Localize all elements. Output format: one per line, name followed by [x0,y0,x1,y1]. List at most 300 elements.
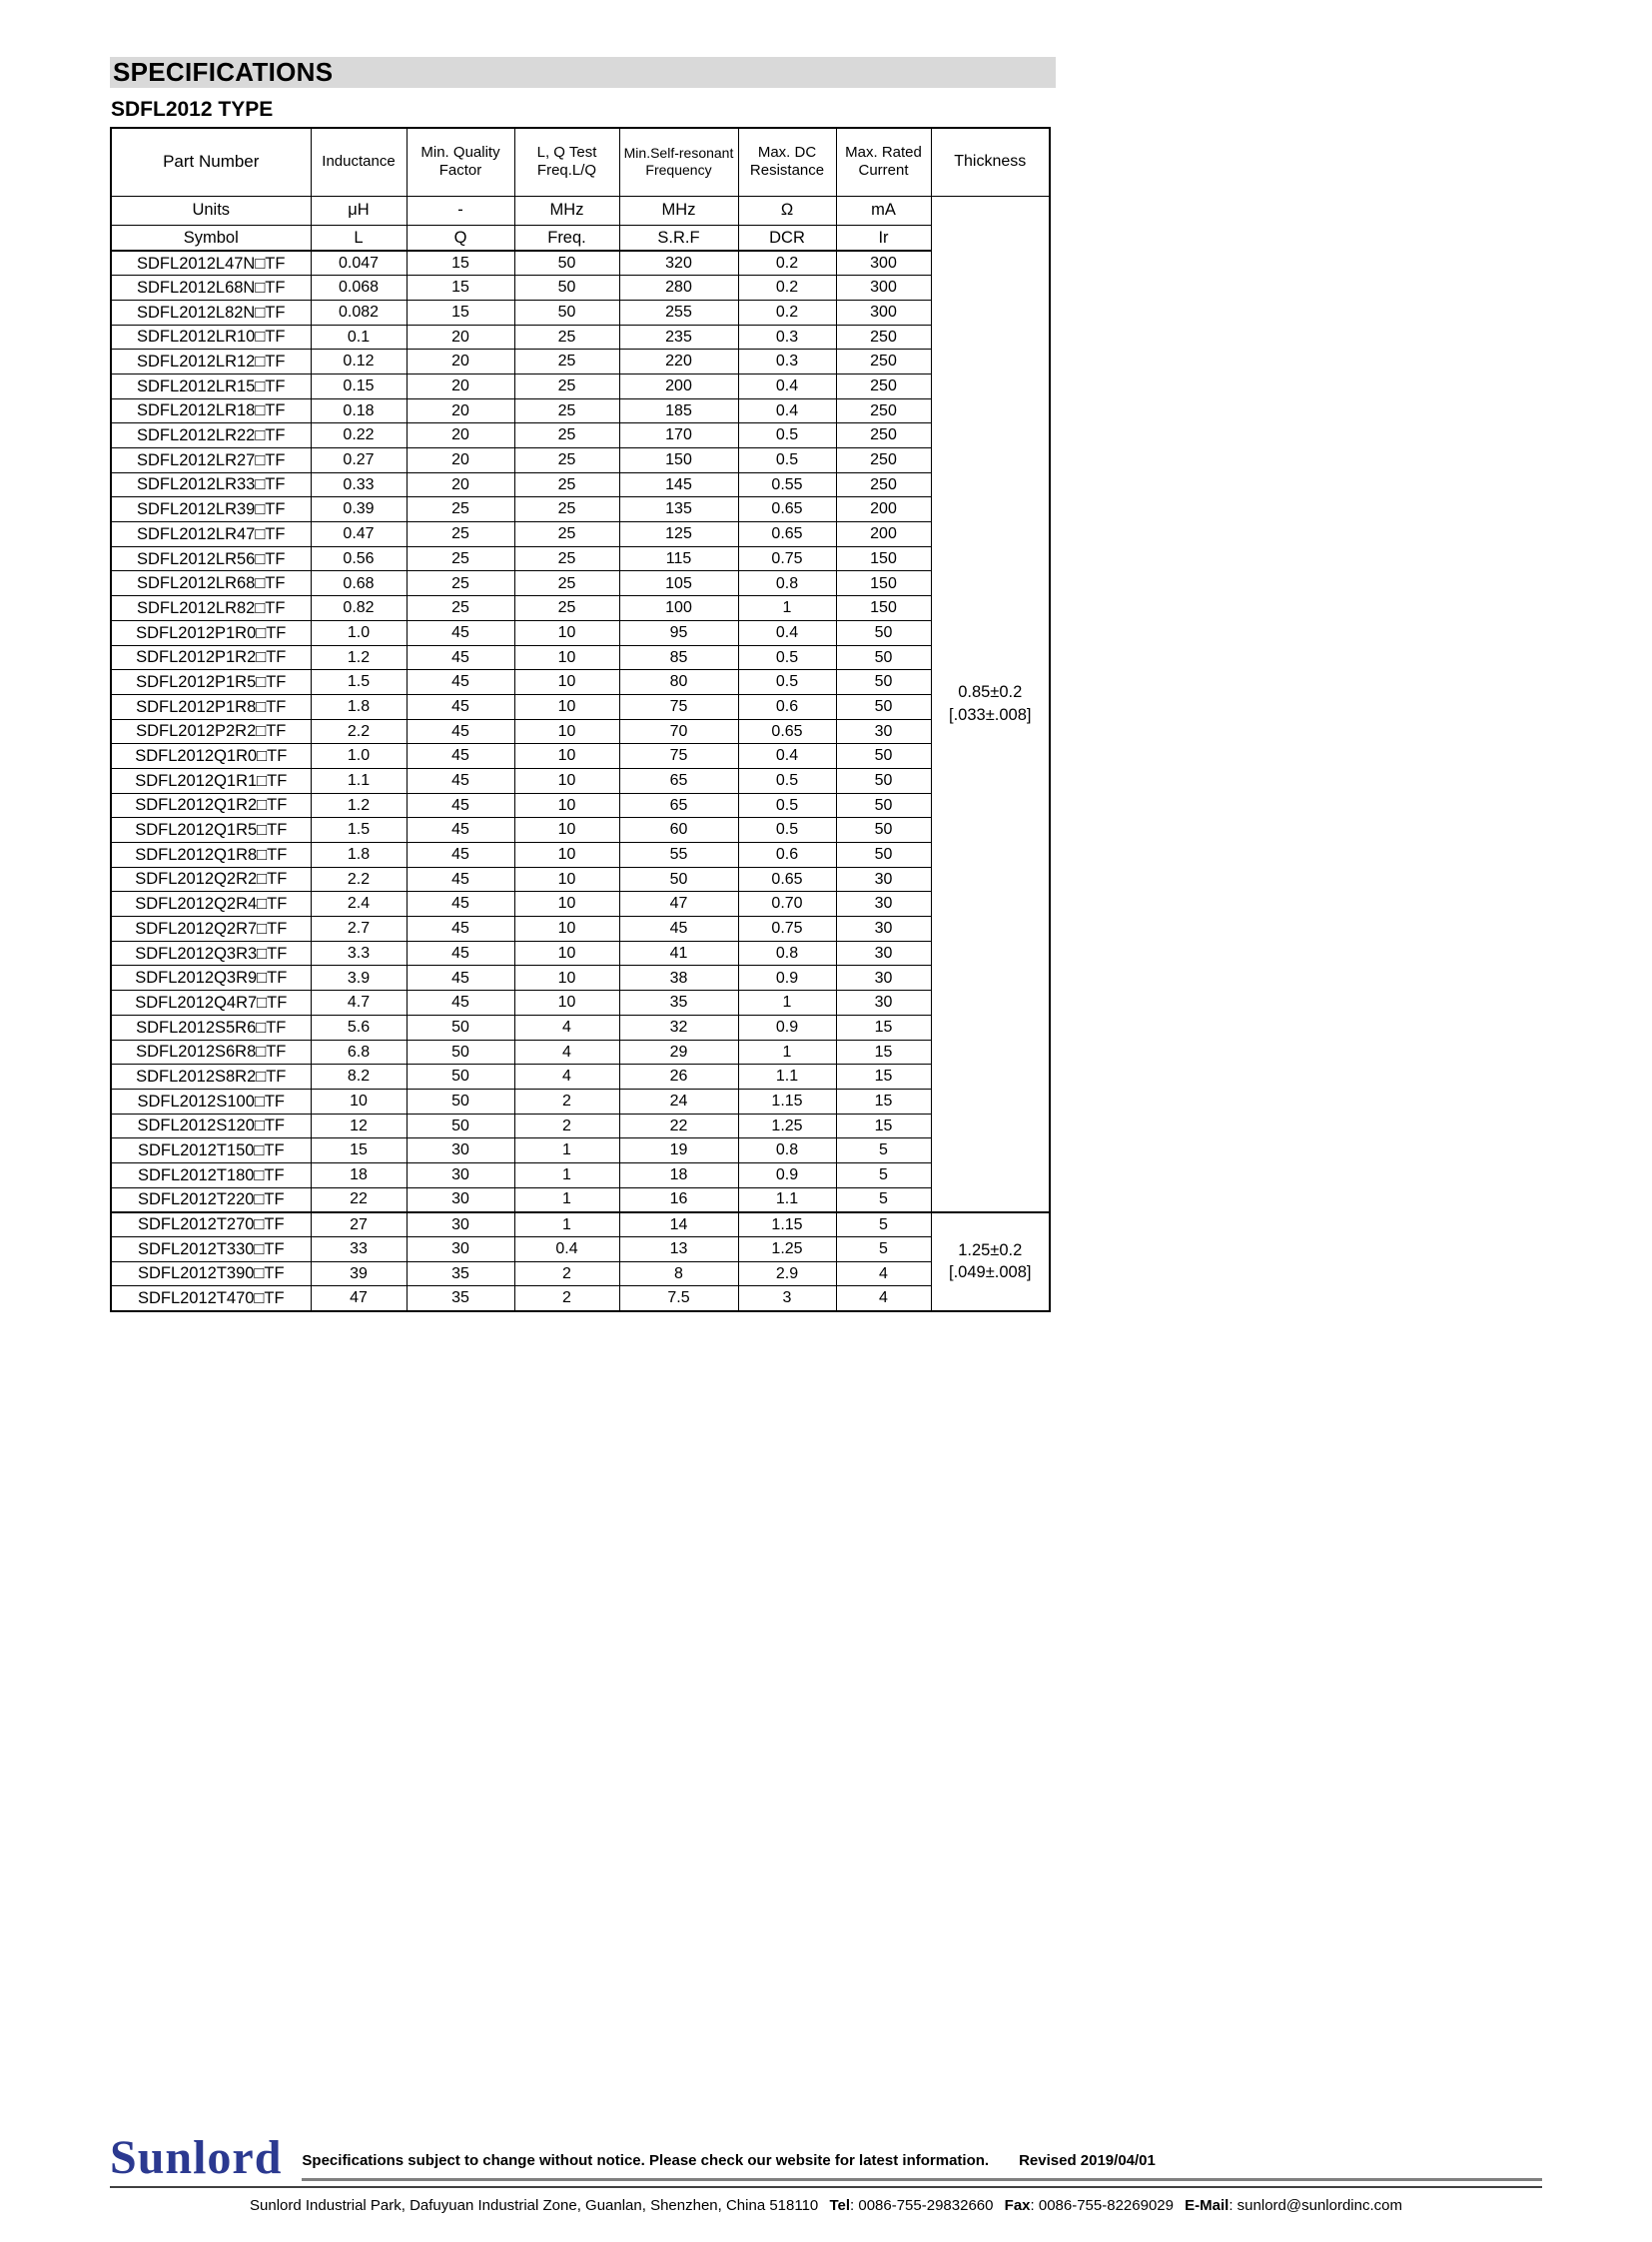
value-cell: 20 [407,350,514,374]
value-cell: 145 [619,472,738,497]
value-cell: 45 [407,670,514,695]
part-number-cell: SDFL2012LR27□TF [111,448,311,473]
value-cell: 10 [514,793,619,818]
value-cell: 250 [836,374,931,398]
value-cell: 2.7 [311,917,407,942]
value-cell: 0.047 [311,251,407,276]
value-cell: 45 [407,793,514,818]
value-cell: 1 [738,1040,836,1065]
value-cell: 0.9 [738,966,836,991]
value-cell: 115 [619,546,738,571]
value-cell: 30 [836,941,931,966]
part-number-cell: SDFL2012Q2R2□TF [111,867,311,892]
value-cell: 1.2 [311,645,407,670]
value-cell: 1 [738,991,836,1016]
value-cell: 4.7 [311,991,407,1016]
value-cell: 2.2 [311,867,407,892]
value-cell: 0.12 [311,350,407,374]
value-cell: 2.2 [311,719,407,744]
spec-row [111,818,1050,843]
value-cell: 50 [619,867,738,892]
value-cell: 10 [514,818,619,843]
value-cell: 50 [407,1015,514,1040]
part-number-cell: SDFL2012S8R2□TF [111,1065,311,1090]
value-cell: 200 [619,374,738,398]
column-header-rated-current: Max. Rated Current [836,128,931,196]
value-cell: 0.4 [738,374,836,398]
spec-row [111,991,1050,1016]
value-cell: 50 [407,1065,514,1090]
spec-row [111,892,1050,917]
value-cell: 30 [407,1237,514,1262]
spec-row [111,398,1050,423]
value-cell: 50 [836,670,931,695]
spec-row [111,744,1050,769]
value-cell: 47 [311,1286,407,1311]
spec-row [111,793,1050,818]
value-cell: 60 [619,818,738,843]
value-cell: 10 [514,843,619,868]
part-number-cell: SDFL2012Q1R8□TF [111,843,311,868]
value-cell: 45 [407,694,514,719]
value-cell: 30 [836,867,931,892]
footer-top-row [110,2131,1542,2184]
value-cell: 0.5 [738,645,836,670]
thickness-value: 0.85±0.2 [.033±.008] [931,196,1050,1212]
spec-row [111,670,1050,695]
value-cell: 10 [514,917,619,942]
value-cell: 8 [619,1261,738,1286]
value-cell: 25 [407,571,514,596]
value-cell: 1.8 [311,694,407,719]
value-cell: 2.9 [738,1261,836,1286]
spec-table [110,127,1051,1312]
value-cell: 1.15 [738,1089,836,1114]
value-cell: 0.2 [738,251,836,276]
value-cell: 250 [836,423,931,448]
value-cell: 14 [619,1212,738,1237]
value-cell: 25 [514,398,619,423]
part-number-cell: SDFL2012P1R2□TF [111,645,311,670]
spec-row [111,843,1050,868]
value-cell: 25 [514,571,619,596]
part-number-cell: SDFL2012T330□TF [111,1237,311,1262]
table-header-row [111,128,1050,196]
value-cell: 15 [407,300,514,325]
value-cell: 2 [514,1089,619,1114]
value-cell: 0.55 [738,472,836,497]
spec-row [111,276,1050,301]
spec-row [111,1187,1050,1212]
value-cell: 25 [407,596,514,621]
value-cell: 3.3 [311,941,407,966]
value-cell: 1 [514,1138,619,1163]
column-header-test-freq: L, Q Test Freq.L/Q [514,128,619,196]
units-cell: Ω [738,196,836,225]
value-cell: 1 [738,596,836,621]
symbol-cell: L [311,225,407,251]
value-cell: 20 [407,423,514,448]
value-cell: 0.068 [311,276,407,301]
symbol-row [111,225,1050,251]
value-cell: 5 [836,1212,931,1237]
value-cell: 30 [836,966,931,991]
value-cell: 235 [619,325,738,350]
value-cell: 1.5 [311,670,407,695]
value-cell: 150 [619,448,738,473]
value-cell: 0.4 [738,744,836,769]
value-cell: 32 [619,1015,738,1040]
spec-row [111,1261,1050,1286]
value-cell: 0.65 [738,867,836,892]
part-number-cell: SDFL2012S100□TF [111,1089,311,1114]
spec-row [111,546,1050,571]
spec-row [111,768,1050,793]
value-cell: 45 [407,966,514,991]
part-number-cell: SDFL2012LR56□TF [111,546,311,571]
value-cell: 0.8 [738,571,836,596]
value-cell: 3.9 [311,966,407,991]
value-cell: 45 [407,867,514,892]
value-cell: 10 [514,719,619,744]
sunlord-logo: Sunlord [110,2131,283,2184]
value-cell: 200 [836,522,931,547]
value-cell: 0.22 [311,423,407,448]
value-cell: 75 [619,694,738,719]
spec-row [111,620,1050,645]
value-cell: 4 [836,1261,931,1286]
value-cell: 25 [514,423,619,448]
value-cell: 250 [836,350,931,374]
part-number-cell: SDFL2012LR82□TF [111,596,311,621]
value-cell: 10 [311,1089,407,1114]
value-cell: 0.5 [738,670,836,695]
spec-row [111,350,1050,374]
section-title-bar [110,57,1056,88]
email-label: E-Mail [1185,2196,1230,2214]
value-cell: 80 [619,670,738,695]
value-cell: 50 [407,1040,514,1065]
value-cell: 0.47 [311,522,407,547]
series-subtitle: SDFL2012 TYPE [111,98,274,121]
value-cell: 0.6 [738,694,836,719]
value-cell: 0.5 [738,423,836,448]
value-cell: 18 [311,1162,407,1187]
value-cell: 5 [836,1162,931,1187]
value-cell: 25 [514,350,619,374]
change-notice: Specifications subject to change without notice. Please check our website for latest information. [302,2151,990,2169]
value-cell: 25 [514,497,619,522]
value-cell: 15 [836,1015,931,1040]
value-cell: 150 [836,596,931,621]
value-cell: 220 [619,350,738,374]
spec-row [111,374,1050,398]
value-cell: 45 [407,744,514,769]
part-number-cell: SDFL2012LR68□TF [111,571,311,596]
part-number-cell: SDFL2012Q3R3□TF [111,941,311,966]
value-cell: 30 [407,1187,514,1212]
value-cell: 0.18 [311,398,407,423]
thickness-value: 1.25±0.2 [.049±.008] [931,1212,1050,1311]
spec-row [111,497,1050,522]
part-number-cell: SDFL2012Q1R5□TF [111,818,311,843]
value-cell: 10 [514,768,619,793]
value-cell: 0.70 [738,892,836,917]
value-cell: 30 [407,1138,514,1163]
value-cell: 1.1 [738,1065,836,1090]
value-cell: 45 [407,917,514,942]
value-cell: 20 [407,325,514,350]
spec-row [111,1114,1050,1138]
value-cell: 30 [836,892,931,917]
part-number-cell: SDFL2012L68N□TF [111,276,311,301]
value-cell: 70 [619,719,738,744]
value-cell: 25 [514,325,619,350]
spec-row [111,1237,1050,1262]
value-cell: 0.5 [738,793,836,818]
value-cell: 50 [514,251,619,276]
part-number-cell: SDFL2012Q2R7□TF [111,917,311,942]
column-header-srf: Min.Self-resonant Frequency [619,128,738,196]
value-cell: 50 [514,300,619,325]
value-cell: 7.5 [619,1286,738,1311]
value-cell: 10 [514,966,619,991]
value-cell: 1.8 [311,843,407,868]
value-cell: 1.2 [311,793,407,818]
symbol-cell: Freq. [514,225,619,251]
value-cell: 10 [514,645,619,670]
spec-row [111,522,1050,547]
symbol-cell: Q [407,225,514,251]
spec-row [111,694,1050,719]
value-cell: 10 [514,867,619,892]
value-cell: 10 [514,694,619,719]
value-cell: 250 [836,398,931,423]
part-number-cell: SDFL2012T220□TF [111,1187,311,1212]
value-cell: 125 [619,522,738,547]
company-address: Sunlord Industrial Park, Dafuyuan Industrial Zone, Guanlan, Shenzhen, China 518110 [250,2196,819,2214]
symbol-cell: S.R.F [619,225,738,251]
value-cell: 320 [619,251,738,276]
value-cell: 26 [619,1065,738,1090]
part-number-cell: SDFL2012T390□TF [111,1261,311,1286]
value-cell: 50 [836,645,931,670]
spec-row [111,596,1050,621]
value-cell: 185 [619,398,738,423]
value-cell: 105 [619,571,738,596]
part-number-cell: SDFL2012LR47□TF [111,522,311,547]
value-cell: 0.2 [738,276,836,301]
spec-row [111,719,1050,744]
value-cell: 250 [836,325,931,350]
fax-label: Fax [1004,2196,1031,2214]
part-number-cell: SDFL2012L82N□TF [111,300,311,325]
value-cell: 85 [619,645,738,670]
part-number-cell: SDFL2012T180□TF [111,1162,311,1187]
symbol-cell: Ir [836,225,931,251]
value-cell: 45 [407,645,514,670]
spec-row [111,472,1050,497]
value-cell: 20 [407,448,514,473]
email-address: : sunlord@sunlordinc.com [1229,2196,1402,2214]
value-cell: 0.82 [311,596,407,621]
spec-row [111,251,1050,276]
value-cell: 135 [619,497,738,522]
value-cell: 300 [836,300,931,325]
value-cell: 250 [836,448,931,473]
value-cell: 0.3 [738,325,836,350]
value-cell: 0.3 [738,350,836,374]
value-cell: 50 [836,694,931,719]
value-cell: 27 [311,1212,407,1237]
value-cell: 0.4 [738,398,836,423]
value-cell: 16 [619,1187,738,1212]
value-cell: 5 [836,1138,931,1163]
value-cell: 0.56 [311,546,407,571]
spec-row [111,1015,1050,1040]
value-cell: 15 [836,1089,931,1114]
value-cell: 1.0 [311,744,407,769]
value-cell: 50 [514,276,619,301]
value-cell: 50 [836,818,931,843]
value-cell: 5.6 [311,1015,407,1040]
value-cell: 45 [619,917,738,942]
footer [110,2131,1542,2214]
value-cell: 65 [619,768,738,793]
value-cell: 1.5 [311,818,407,843]
part-number-cell: SDFL2012LR10□TF [111,325,311,350]
value-cell: 0.5 [738,448,836,473]
value-cell: 25 [407,522,514,547]
value-cell: 0.39 [311,497,407,522]
revision-date: Revised 2019/04/01 [1019,2151,1156,2169]
value-cell: 25 [514,448,619,473]
value-cell: 4 [514,1040,619,1065]
spec-row [111,325,1050,350]
spec-row [111,448,1050,473]
footer-divider [110,2186,1542,2188]
value-cell: 24 [619,1089,738,1114]
units-cell: mA [836,196,931,225]
value-cell: 35 [407,1286,514,1311]
value-cell: 0.6 [738,843,836,868]
spec-row [111,1286,1050,1311]
value-cell: 0.9 [738,1162,836,1187]
value-cell: 45 [407,892,514,917]
value-cell: 300 [836,251,931,276]
value-cell: 2 [514,1286,619,1311]
value-cell: 29 [619,1040,738,1065]
value-cell: 0.65 [738,719,836,744]
part-number-cell: SDFL2012P1R5□TF [111,670,311,695]
part-number-cell: SDFL2012T470□TF [111,1286,311,1311]
value-cell: 30 [836,719,931,744]
value-cell: 0.75 [738,917,836,942]
part-number-cell: SDFL2012S5R6□TF [111,1015,311,1040]
value-cell: 45 [407,768,514,793]
value-cell: 1 [514,1187,619,1212]
units-cell: MHz [514,196,619,225]
units-cell: μH [311,196,407,225]
part-number-cell: SDFL2012LR33□TF [111,472,311,497]
value-cell: 4 [514,1015,619,1040]
value-cell: 20 [407,472,514,497]
value-cell: 15 [407,251,514,276]
tel-label: Tel [829,2196,851,2214]
spec-row [111,917,1050,942]
value-cell: 10 [514,744,619,769]
address-line [110,2197,1542,2214]
value-cell: 100 [619,596,738,621]
value-cell: 30 [836,991,931,1016]
spec-row [111,1040,1050,1065]
value-cell: 10 [514,991,619,1016]
spec-row [111,941,1050,966]
value-cell: 25 [407,497,514,522]
part-number-cell: SDFL2012LR22□TF [111,423,311,448]
spec-row [111,867,1050,892]
units-cell: Units [111,196,311,225]
column-header-inductance: Inductance [311,128,407,196]
value-cell: 8.2 [311,1065,407,1090]
value-cell: 10 [514,941,619,966]
value-cell: 1 [514,1162,619,1187]
value-cell: 170 [619,423,738,448]
part-number-cell: SDFL2012LR12□TF [111,350,311,374]
part-number-cell: SDFL2012P1R0□TF [111,620,311,645]
units-cell: MHz [619,196,738,225]
value-cell: 0.082 [311,300,407,325]
value-cell: 0.5 [738,818,836,843]
value-cell: 1.1 [311,768,407,793]
value-cell: 15 [836,1065,931,1090]
value-cell: 13 [619,1237,738,1262]
value-cell: 0.1 [311,325,407,350]
value-cell: 10 [514,620,619,645]
part-number-cell: SDFL2012LR18□TF [111,398,311,423]
value-cell: 0.27 [311,448,407,473]
value-cell: 20 [407,398,514,423]
spec-row [111,645,1050,670]
value-cell: 22 [619,1114,738,1138]
part-number-cell: SDFL2012LR15□TF [111,374,311,398]
value-cell: 38 [619,966,738,991]
value-cell: 50 [407,1114,514,1138]
spec-row [111,1162,1050,1187]
value-cell: 150 [836,571,931,596]
units-cell: - [407,196,514,225]
value-cell: 50 [407,1089,514,1114]
value-cell: 0.9 [738,1015,836,1040]
value-cell: 1.25 [738,1114,836,1138]
value-cell: 50 [836,843,931,868]
value-cell: 45 [407,719,514,744]
value-cell: 4 [514,1065,619,1090]
value-cell: 1 [514,1212,619,1237]
column-header-thickness: Thickness [931,128,1050,196]
value-cell: 45 [407,818,514,843]
value-cell: 1.0 [311,620,407,645]
value-cell: 280 [619,276,738,301]
value-cell: 95 [619,620,738,645]
value-cell: 1.1 [738,1187,836,1212]
value-cell: 6.8 [311,1040,407,1065]
part-number-cell: SDFL2012T270□TF [111,1212,311,1237]
part-number-cell: SDFL2012P1R8□TF [111,694,311,719]
symbol-cell: DCR [738,225,836,251]
value-cell: 0.15 [311,374,407,398]
value-cell: 250 [836,472,931,497]
